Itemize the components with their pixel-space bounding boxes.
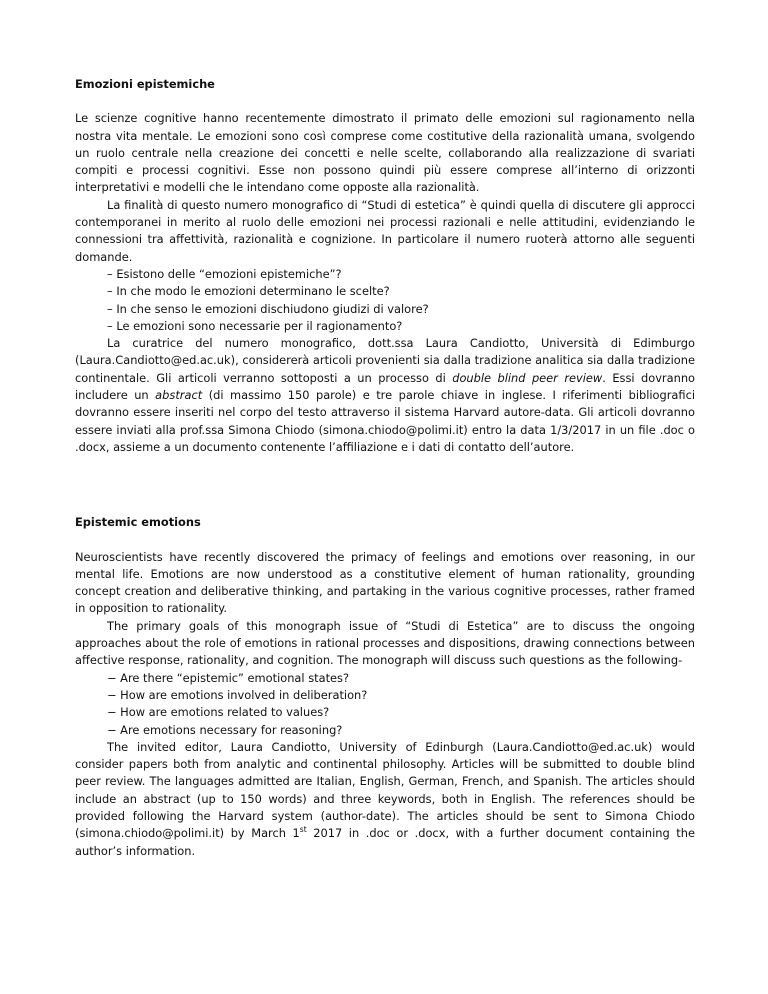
italian-emphasis-peer-review: double blind peer review [452, 370, 603, 385]
italian-question-4: – Le emozioni sono necessarie per il ragionamento? [107, 318, 403, 333]
italian-question-3: – In che senso le emozioni dischiudono giudizi di valore? [107, 301, 429, 316]
italian-paragraph-3-part-a: La curatrice del numero monografico, dott.ssa Laura Candiotto, Università di Edimburgo (Laura.Candiotto@ed.ac.uk), considererà articoli provenienti sia dalla tradizione analitica sia dalla tradizione continentale. Gli articoli verranno sottoposti a un processo di [75, 336, 695, 385]
document-page [75, 76, 695, 860]
italian-emphasis-abstract: abstract [155, 388, 203, 403]
english-question-1: − Are there “epistemic” emotional states? [107, 670, 350, 685]
english-question-3: − How are emotions related to values? [107, 705, 330, 720]
italian-question-1: – Esistono delle “emozioni epistemiche”? [107, 266, 342, 281]
italian-paragraph-2: La finalità di questo numero monografico di “Studi di estetica” è quindi quella di discutere gli approcci contemporanei in merito al ruolo delle emozioni nei processi razionali e nelle attitudini, evidenziando le connessioni tra affettività, razionalità e cognizione. In particolare il numero ruoterà attorno alle seguenti domande. [75, 197, 695, 264]
italian-paragraph-3 [75, 335, 695, 456]
italian-section-title: Emozioni epistemiche [75, 77, 215, 91]
english-section-title: Epistemic emotions [75, 515, 201, 530]
english-paragraph-3-part-a: The invited editor, Laura Candiotto, University of Edinburgh (Laura.Candiotto@ed.ac.uk) would consider papers both from analytic and continental philosophy. Articles will be submitted to double blind peer review. The languages admitted are Italian, English, German, French, and Spanish. The articles should include an abstract (up to 150 words) and three keywords, both in English. The references should be provided following the Harvard system (author-date). The articles should be sent to Simona Chiodo (simona.chiodo@polimi.it) by March 1 [75, 739, 695, 841]
italian-question-2: – In che modo le emozioni determinano le scelte? [107, 284, 390, 299]
italian-paragraph-3-part-b: . Essi dovranno includere un [75, 370, 696, 403]
english-question-2: − How are emotions involved in deliberation? [107, 687, 368, 702]
english-paragraph-1: Neuroscientists have recently discovered the primacy of feelings and emotions over reasoning, in our mental life. Emotions are now understood as a constitutive element of human rationality, grounding concept creation and deliberative thinking, and partaking in the various cognitive processes, rather framed in opposition to rationality. [75, 549, 695, 616]
english-paragraph-3 [75, 739, 695, 860]
italian-paragraph-3-part-c: (di massimo 150 parole) e tre parole chiave in inglese. I riferimenti bibliografici dovranno essere inseriti nel corpo del testo attraverso il sistema Harvard autore-data. Gli articoli dovranno essere inviati alla prof.ssa Simona Chiodo (simona.chiodo@polimi.it) entro la data 1/3/2017 in un file .doc o .docx, assieme a un documento contenente l’affiliazione e i dati di contatto dell’autore. [75, 388, 696, 454]
english-question-4: − Are emotions necessary for reasoning? [107, 722, 343, 737]
ordinal-superscript: st [299, 825, 307, 835]
section-spacer [75, 456, 695, 514]
english-paragraph-3-part-b: 2017 in .doc or .docx, with a further document containing the author’s information. [75, 826, 695, 858]
english-paragraph-2: The primary goals of this monograph issue of “Studi di Estetica” are to discuss the ongoing approaches about the role of emotions in rational processes and dispositions, drawing connections between affective response, rationality, and cognition. The monograph will discuss such questions as the following- [75, 618, 695, 668]
italian-paragraph-1: Le scienze cognitive hanno recentemente dimostrato il primato delle emozioni sul ragionamento nella nostra vita mentale. Le emozioni sono così comprese come costitutive della razionalità umana, svolgendo un ruolo centrale nella creazione dei concetti e nelle scelte, collaborando alla realizzazione di svariati compiti e processi cognitivi. Esse non possono quindi più essere comprese all’interno di orizzonti interpretativi e modelli che le intendano come opposte alla razionalità. [75, 111, 695, 195]
